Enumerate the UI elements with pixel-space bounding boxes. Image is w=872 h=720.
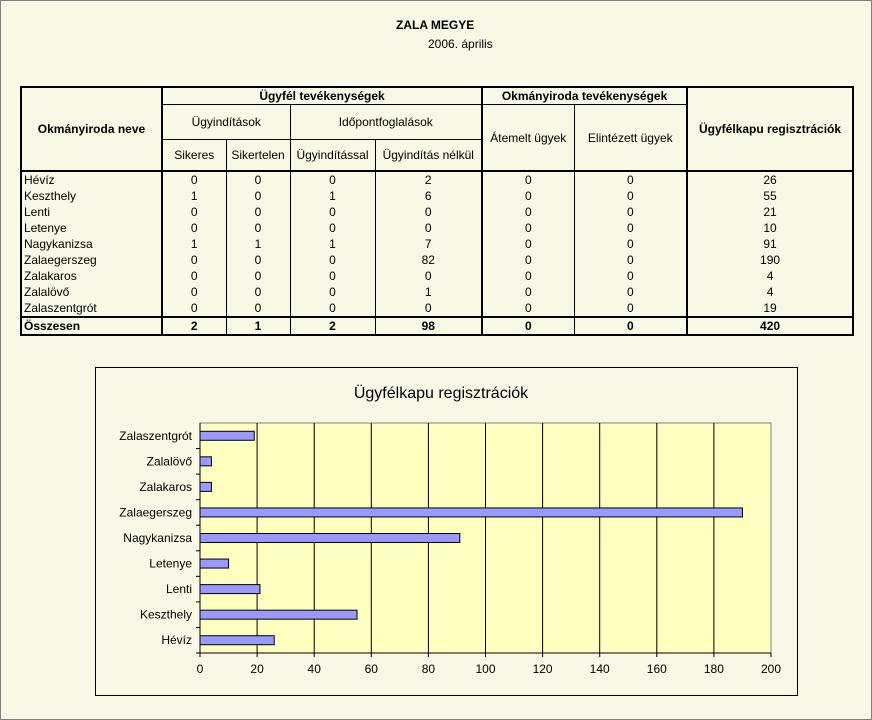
x-tick-label: 140	[589, 662, 610, 676]
value-cell: 0	[482, 204, 574, 220]
value-cell: 1	[226, 236, 290, 252]
table-row	[21, 220, 853, 236]
x-tick-label: 0	[196, 662, 204, 676]
bar-hévíz	[200, 636, 274, 645]
value-cell: 0	[226, 284, 290, 300]
y-category-label: Lenti	[165, 582, 192, 597]
value-cell: 1	[162, 188, 226, 204]
page-subtitle: 2006. április	[428, 37, 493, 51]
table-row	[21, 284, 853, 300]
y-category-label: Nagykanizsa	[123, 531, 192, 545]
value-cell: 19	[687, 300, 853, 317]
chart-container	[95, 367, 798, 696]
x-tick-label: 120	[532, 662, 553, 676]
value-cell: 0	[226, 268, 290, 284]
office-name-cell: Letenye	[21, 220, 162, 236]
value-cell: 0	[375, 268, 482, 284]
value-cell: 6	[375, 188, 482, 204]
page-title: ZALA MEGYE	[396, 18, 475, 32]
value-cell: 0	[290, 300, 375, 317]
value-cell: 0	[226, 204, 290, 220]
header-with-case-start: Ügyindítással	[290, 140, 375, 172]
bar-lenti	[200, 585, 260, 594]
value-cell: 55	[687, 188, 853, 204]
value-cell: 7	[375, 236, 482, 252]
value-cell: 2	[162, 317, 226, 335]
y-category-label: Zalaegerszeg	[119, 505, 192, 520]
table-row	[21, 171, 853, 188]
total-row	[21, 317, 853, 335]
value-cell: 1	[162, 236, 226, 252]
header-office-activities: Okmányiroda tevékenységek	[482, 87, 687, 105]
value-cell: 0	[574, 317, 687, 335]
table-row	[21, 268, 853, 284]
y-category-label: Keszthely	[139, 607, 192, 622]
value-cell: 0	[375, 220, 482, 236]
bar-nagykanizsa	[200, 534, 460, 543]
office-name-cell: Zalaszentgrót	[21, 300, 162, 317]
value-cell: 0	[574, 236, 687, 252]
header-client-gate-registrations: Ügyfélkapu regisztrációk	[687, 87, 853, 171]
value-cell: 2	[290, 317, 375, 335]
header-office-name: Okmányiroda neve	[21, 87, 162, 171]
value-cell: 0	[290, 171, 375, 188]
value-cell: 190	[687, 252, 853, 268]
value-cell: 4	[687, 268, 853, 284]
value-cell: 0	[162, 171, 226, 188]
bar-zalaegerszeg	[200, 508, 742, 517]
value-cell: 0	[574, 188, 687, 204]
office-name-cell: Hévíz	[21, 171, 162, 188]
header-handled-cases: Elintézett ügyek	[574, 105, 687, 172]
value-cell: 0	[574, 220, 687, 236]
office-name-cell: Zalakaros	[21, 268, 162, 284]
value-cell: 1	[290, 236, 375, 252]
value-cell: 4	[687, 284, 853, 300]
value-cell: 82	[375, 252, 482, 268]
y-category-label: Zalaszentgrót	[119, 428, 192, 443]
value-cell: 0	[290, 284, 375, 300]
y-category-label: Zalakaros	[139, 479, 192, 494]
value-cell: 0	[574, 284, 687, 300]
office-name-cell: Nagykanizsa	[21, 236, 162, 252]
value-cell: 0	[226, 220, 290, 236]
value-cell: 0	[162, 252, 226, 268]
header-appointments: Időpontfoglalások	[290, 105, 482, 140]
office-name-cell: Összesen	[21, 317, 162, 335]
bar-zalalövő	[200, 457, 211, 466]
value-cell: 0	[482, 171, 574, 188]
value-cell: 420	[687, 317, 853, 335]
x-tick-label: 100	[475, 662, 496, 676]
value-cell: 1	[226, 317, 290, 335]
value-cell: 0	[290, 252, 375, 268]
value-cell: 0	[482, 252, 574, 268]
value-cell: 0	[574, 204, 687, 220]
x-tick-label: 200	[760, 662, 782, 676]
x-tick-label: 60	[364, 662, 378, 676]
value-cell: 0	[226, 252, 290, 268]
value-cell: 0	[482, 300, 574, 317]
value-cell: 26	[687, 171, 853, 188]
value-cell: 0	[482, 268, 574, 284]
bar-zalaszentgrót	[200, 431, 254, 440]
header-transferred-cases: Átemelt ügyek	[482, 105, 574, 172]
x-tick-label: 20	[250, 662, 264, 676]
value-cell: 0	[574, 300, 687, 317]
chart-title: Ügyfélkapu regisztrációk	[353, 385, 529, 402]
value-cell: 91	[687, 236, 853, 252]
table-row	[21, 236, 853, 252]
value-cell: 0	[375, 204, 482, 220]
value-cell: 0	[290, 204, 375, 220]
y-category-label: Zalalövő	[146, 454, 192, 469]
value-cell: 21	[687, 204, 853, 220]
header-unsuccessful: Sikertelen	[226, 140, 290, 172]
office-name-cell: Keszthely	[21, 188, 162, 204]
value-cell: 10	[687, 220, 853, 236]
table-row	[21, 252, 853, 268]
x-tick-label: 80	[421, 662, 436, 676]
value-cell: 0	[162, 204, 226, 220]
value-cell: 0	[162, 220, 226, 236]
value-cell: 0	[226, 300, 290, 317]
header-client-activities: Ügyfél tevékenységek	[162, 87, 482, 105]
value-cell: 0	[574, 171, 687, 188]
value-cell: 0	[574, 268, 687, 284]
value-cell: 0	[482, 284, 574, 300]
value-cell: 0	[375, 300, 482, 317]
value-cell: 0	[162, 300, 226, 317]
y-category-label: Letenye	[149, 556, 192, 571]
table-row	[21, 204, 853, 220]
header-successful: Sikeres	[162, 140, 226, 172]
y-category-label: Hévíz	[161, 633, 192, 648]
header-case-starts: Ügyindítások	[162, 105, 290, 140]
bar-letenye	[200, 559, 229, 568]
value-cell: 0	[482, 236, 574, 252]
value-cell: 0	[290, 220, 375, 236]
statistics-table	[20, 86, 854, 336]
value-cell: 0	[290, 268, 375, 284]
value-cell: 1	[290, 188, 375, 204]
office-name-cell: Zalaegerszeg	[21, 252, 162, 268]
value-cell: 0	[162, 284, 226, 300]
value-cell: 2	[375, 171, 482, 188]
value-cell: 0	[162, 268, 226, 284]
bar-zalakaros	[200, 482, 211, 491]
x-tick-label: 40	[307, 662, 321, 676]
header-without-case-start: Ügyindítás nélkül	[375, 140, 482, 172]
x-tick-label: 180	[703, 662, 724, 676]
bar-keszthely	[200, 610, 357, 619]
value-cell: 0	[482, 317, 574, 335]
value-cell: 0	[226, 188, 290, 204]
x-tick-label: 160	[646, 662, 667, 676]
office-name-cell: Zalalövő	[21, 284, 162, 300]
bar-chart	[96, 368, 797, 695]
value-cell: 0	[226, 171, 290, 188]
value-cell: 0	[574, 252, 687, 268]
table-row	[21, 188, 853, 204]
value-cell: 0	[482, 188, 574, 204]
table-row	[21, 300, 853, 317]
value-cell: 98	[375, 317, 482, 335]
value-cell: 1	[375, 284, 482, 300]
value-cell: 0	[482, 220, 574, 236]
office-name-cell: Lenti	[21, 204, 162, 220]
